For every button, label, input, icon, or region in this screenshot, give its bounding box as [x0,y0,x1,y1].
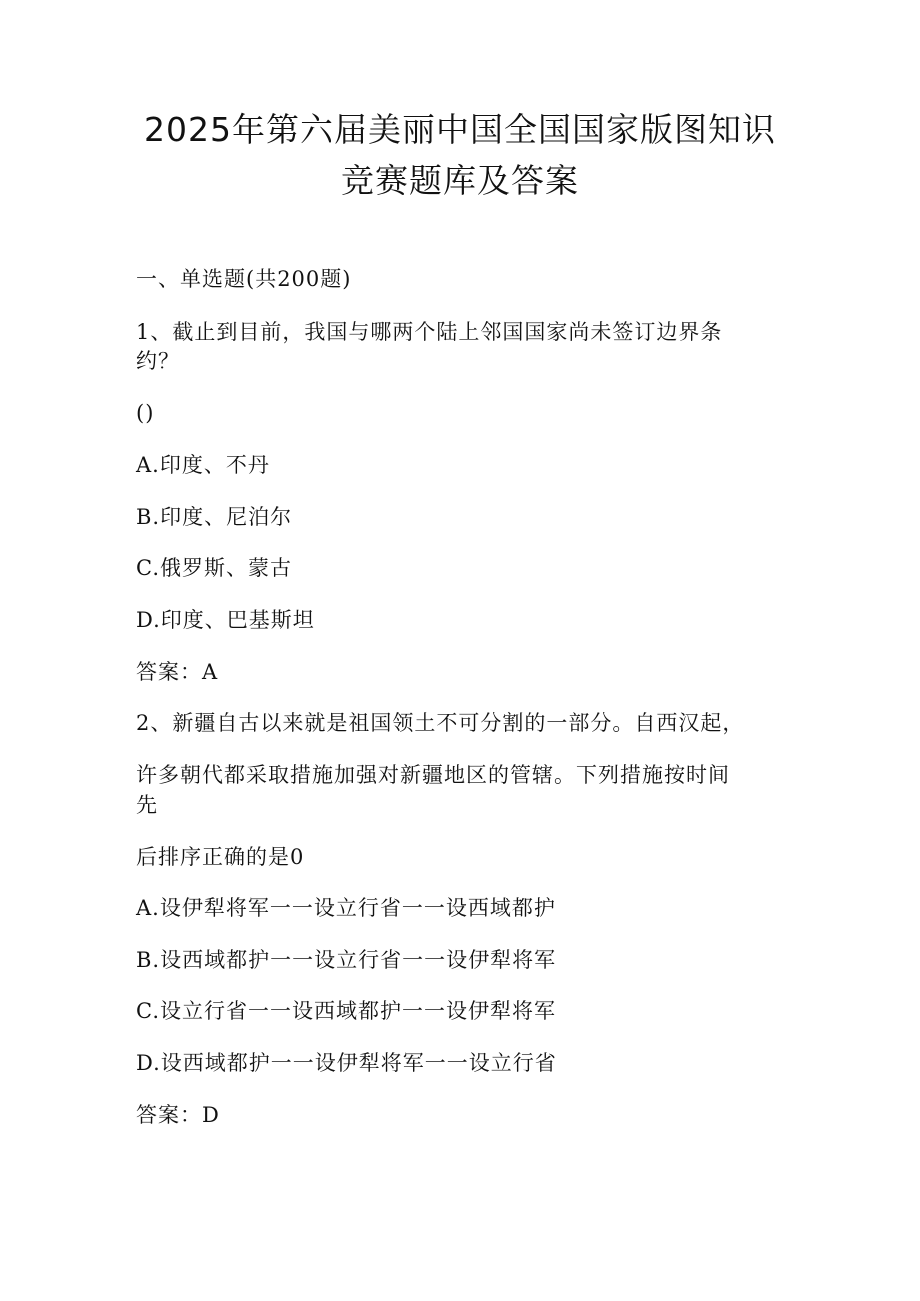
question-1-option-d: D.印度、巴基斯坦 [136,608,315,632]
question-1-blank: () [136,401,155,425]
section-heading: 一、单选题(共200题) [136,267,352,291]
question-1-option-a: A.印度、不丹 [136,453,270,477]
document-title-line-2: 竞赛题库及答案 [341,161,579,200]
question-1-stem-line-2: 约？ [136,349,180,373]
document-title-line-1: 2025年第六届美丽中国全国国家版图知识 [144,110,776,149]
question-2-option-a: A.设伊犁将军一一设立行省一一设西域都护 [136,896,556,920]
question-1-stem-line-1: 1、截止到目前，我国与哪两个陆上邻国国家尚未签订边界条 [136,320,723,344]
question-1-option-b: B.印度、尼泊尔 [136,505,293,529]
question-2-stem-line-1: 2、新疆自古以来就是祖国领土不可分割的一部分。自西汉起， [136,711,745,735]
question-2-stem-line-3: 先 [136,793,158,817]
question-2-option-d: D.设西域都护一一设伊犁将军一一设立行省 [136,1051,557,1075]
question-1-option-c: C.俄罗斯、蒙古 [136,556,292,580]
question-1-answer: 答案：A [136,660,219,684]
question-2-option-b: B.设西域都护一一设立行省一一设伊犁将军 [136,948,557,972]
question-2-option-c: C.设立行省一一设西域都护一一设伊犁将军 [136,999,556,1023]
question-2-stem-line-2: 许多朝代都采取措施加强对新疆地区的管辖。下列措施按时间 [136,763,730,787]
question-2-answer: 答案：D [136,1103,220,1127]
question-2-stem-line-4: 后排序正确的是0 [136,845,305,869]
